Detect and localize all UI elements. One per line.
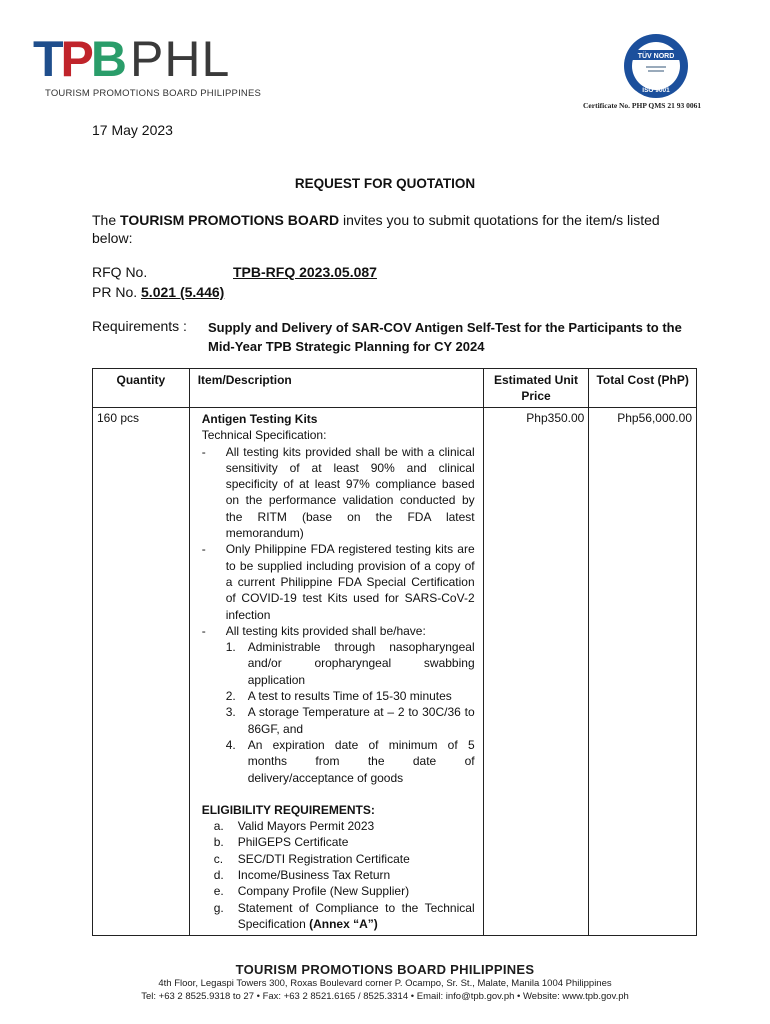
- annex-reference: (Annex “A”): [309, 916, 378, 931]
- eligibility-text: PhilGEPS Certificate: [237, 835, 349, 850]
- intro-post: invites you to submit quotations for the item/s listed below:: [92, 212, 660, 246]
- numbered-item: [226, 688, 475, 704]
- item-text: A test to results Time of 15-30 minutes: [247, 689, 452, 704]
- numbered-item: [226, 737, 475, 786]
- certificate-number: Certificate No. PHP QMS 21 93 0061: [583, 101, 702, 110]
- col-est-price-header: Estimated Unit Price: [483, 369, 589, 408]
- eligibility-mark: b.: [213, 835, 224, 850]
- seal-bottom-text: ISO 9001: [642, 87, 670, 94]
- item-text: An expiration date of minimum of 5 months from the date of delivery/acceptance of goods: [247, 737, 475, 785]
- bullet-marker: -: [201, 623, 206, 638]
- spec-bullet: [202, 444, 475, 542]
- item-number: 1.: [225, 640, 236, 655]
- pr-label: PR No.: [92, 284, 142, 300]
- eligibility-mark: d.: [213, 868, 224, 883]
- pr-number-line: [92, 284, 224, 300]
- footer-org-name: TOURISM PROMOTIONS BOARD PHILIPPINES: [235, 962, 535, 977]
- bullet-text: Only Philippine FDA registered testing kits are to be supplied including provision of a copy of a current Philippine FDA Special Certification of COVID-19 test Kits used for SARS-CoV-2 infection: [225, 542, 475, 622]
- seal-top-text: TÜV NORD: [637, 53, 675, 60]
- numbered-item: [226, 704, 475, 737]
- footer-contact: Tel: +63 2 8525.9318 to 27 • Fax: +63 2 8521.6165 / 8525.3314 • Email: info@tpb.gov.ph • Website: www.tpb.gov.ph: [141, 991, 629, 1002]
- letter-date: 17 May 2023: [92, 122, 173, 138]
- item-number: 2.: [225, 689, 236, 704]
- numbered-item: [226, 639, 475, 688]
- eligibility-item: [214, 900, 475, 933]
- item-text: Administrable through nasopharyngeal and/or oropharyngeal swabbing application: [247, 640, 475, 687]
- col-quantity-header: Quantity: [93, 369, 190, 408]
- logo-letter-b: B: [90, 31, 125, 87]
- rfq-label: RFQ No.: [92, 264, 148, 280]
- bullet-marker: -: [201, 444, 206, 459]
- quotation-table: [92, 368, 697, 936]
- logo-phl: PHL: [130, 31, 231, 87]
- logo-letter-t: T: [33, 31, 61, 87]
- bullet-text: All testing kits provided shall be/have:: [225, 623, 426, 638]
- footer-address: 4th Floor, Legaspi Towers 300, Roxas Boulevard corner P. Ocampo, Sr. St., Malate, Manila 1004 Philippines: [158, 978, 612, 989]
- eligibility-text: Company Profile (New Supplier): [237, 884, 410, 899]
- eligibility-item: [214, 834, 475, 850]
- eligibility-text: Valid Mayors Permit 2023: [237, 819, 375, 834]
- item-title: Antigen Testing Kits: [201, 412, 318, 426]
- logo-subtitle: TOURISM PROMOTIONS BOARD PHILIPPINES: [45, 88, 262, 99]
- eligibility-text: Income/Business Tax Return: [237, 868, 391, 883]
- eligibility-item: [214, 867, 475, 883]
- bullet-marker: -: [201, 542, 206, 557]
- item-number: 3.: [225, 705, 236, 720]
- tpb-logo-wordmark: [33, 31, 231, 87]
- col-total-header: Total Cost (PhP): [589, 369, 697, 408]
- bullet-text: All testing kits provided shall be with a clinical sensitivity of at least 90% and clinical specificity of at least 97% compliance based on the performance validation conducted by the RITM (base on the FDA latest memorandum): [225, 444, 475, 541]
- item-number: 4.: [225, 737, 236, 752]
- eligibility-mark: e.: [213, 884, 224, 899]
- pr-number: 5.021 (5.446): [141, 284, 225, 300]
- tuv-nord-iso-seal-icon: [622, 32, 690, 100]
- eligibility-item: [214, 851, 475, 867]
- est-price-cell: Php350.00: [483, 408, 589, 936]
- eligibility-mark: a.: [213, 819, 224, 834]
- item-text: A storage Temperature at – 2 to 30C/36 to 86GF, and: [247, 705, 475, 736]
- eligibility-mark: c.: [213, 851, 224, 866]
- item-description-cell: [189, 408, 483, 936]
- eligibility-text: [238, 900, 475, 933]
- logo-letter-p: P: [60, 31, 91, 87]
- eligibility-text-main: Statement of Compliance to the Technical Specification: [237, 900, 475, 931]
- requirements-label: Requirements :: [92, 318, 187, 334]
- rfq-number: TPB-RFQ 2023.05.087: [233, 264, 377, 280]
- col-item-header: Item/Description: [189, 369, 483, 408]
- spec-bullet: [202, 541, 475, 622]
- eligibility-title: ELIGIBILITY REQUIREMENTS:: [201, 802, 375, 817]
- eligibility-item: [214, 818, 475, 834]
- total-cost-cell: Php56,000.00: [589, 408, 697, 936]
- tpb-logo: [33, 32, 265, 102]
- spec-bullet: [202, 623, 475, 639]
- spec-label: Technical Specification:: [201, 428, 327, 443]
- document-title: REQUEST FOR QUOTATION: [294, 176, 476, 191]
- intro-org: TOURISM PROMOTIONS BOARD: [120, 212, 340, 228]
- table-row: [93, 408, 697, 936]
- intro-pre: The: [92, 212, 121, 228]
- eligibility-item: [214, 883, 475, 899]
- intro-paragraph: [92, 211, 688, 247]
- quantity-cell: 160 pcs: [93, 408, 190, 936]
- eligibility-mark: g.: [213, 900, 224, 915]
- table-header-row: [93, 369, 697, 408]
- requirements-text: Supply and Delivery of SAR-COV Antigen Self-Test for the Participants to the Mid-Year TPB Strategic Planning for CY 2024: [208, 320, 682, 354]
- eligibility-text: SEC/DTI Registration Certificate: [237, 851, 410, 866]
